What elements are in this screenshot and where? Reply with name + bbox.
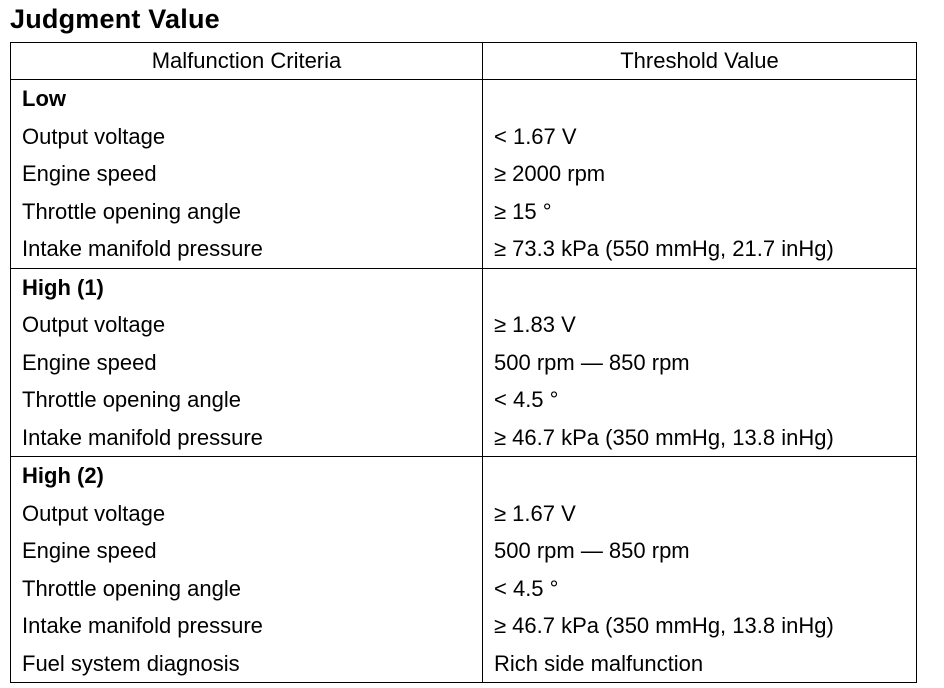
table-row	[11, 230, 917, 268]
threshold-cell: ≥ 1.67 V	[483, 495, 917, 533]
criteria-cell: Intake manifold pressure	[11, 607, 483, 645]
group-label-high-1: High (1)	[11, 268, 483, 306]
table-row	[11, 306, 917, 344]
threshold-cell: ≥ 46.7 kPa (350 mmHg, 13.8 inHg)	[483, 419, 917, 457]
criteria-cell: Throttle opening angle	[11, 381, 483, 419]
table-row	[11, 570, 917, 608]
threshold-cell: ≥ 46.7 kPa (350 mmHg, 13.8 inHg)	[483, 607, 917, 645]
criteria-cell: Engine speed	[11, 532, 483, 570]
table-header-row	[11, 43, 917, 80]
table-row	[11, 193, 917, 231]
threshold-cell: ≥ 1.83 V	[483, 306, 917, 344]
table-row	[11, 607, 917, 645]
group-header-empty-cell	[483, 268, 917, 306]
table-row	[11, 645, 917, 683]
table-row	[11, 495, 917, 533]
column-header-threshold: Threshold Value	[483, 43, 917, 80]
group-header-empty-cell	[483, 457, 917, 495]
table-row	[11, 419, 917, 457]
threshold-cell: 500 rpm — 850 rpm	[483, 344, 917, 382]
threshold-cell: 500 rpm — 850 rpm	[483, 532, 917, 570]
group-header-row	[11, 457, 917, 495]
column-header-criteria: Malfunction Criteria	[11, 43, 483, 80]
threshold-cell: Rich side malfunction	[483, 645, 917, 683]
group-header-empty-cell	[483, 80, 917, 118]
criteria-cell: Throttle opening angle	[11, 570, 483, 608]
group-header-row	[11, 80, 917, 118]
criteria-cell: Intake manifold pressure	[11, 419, 483, 457]
threshold-cell: < 4.5 °	[483, 570, 917, 608]
judgment-value-table	[10, 42, 917, 683]
criteria-cell: Output voltage	[11, 118, 483, 156]
threshold-cell: ≥ 73.3 kPa (550 mmHg, 21.7 inHg)	[483, 230, 917, 268]
threshold-cell: < 4.5 °	[483, 381, 917, 419]
criteria-cell: Intake manifold pressure	[11, 230, 483, 268]
group-header-row	[11, 268, 917, 306]
group-label-high-2: High (2)	[11, 457, 483, 495]
table-row	[11, 532, 917, 570]
criteria-cell: Engine speed	[11, 155, 483, 193]
table-row	[11, 344, 917, 382]
threshold-cell: ≥ 2000 rpm	[483, 155, 917, 193]
criteria-cell: Fuel system diagnosis	[11, 645, 483, 683]
criteria-cell: Throttle opening angle	[11, 193, 483, 231]
table-row	[11, 381, 917, 419]
table-row	[11, 155, 917, 193]
threshold-cell: ≥ 15 °	[483, 193, 917, 231]
criteria-cell: Output voltage	[11, 495, 483, 533]
criteria-cell: Output voltage	[11, 306, 483, 344]
page-title: Judgment Value	[10, 4, 220, 34]
table-row	[11, 118, 917, 156]
group-label-low: Low	[11, 80, 483, 118]
threshold-cell: < 1.67 V	[483, 118, 917, 156]
criteria-cell: Engine speed	[11, 344, 483, 382]
